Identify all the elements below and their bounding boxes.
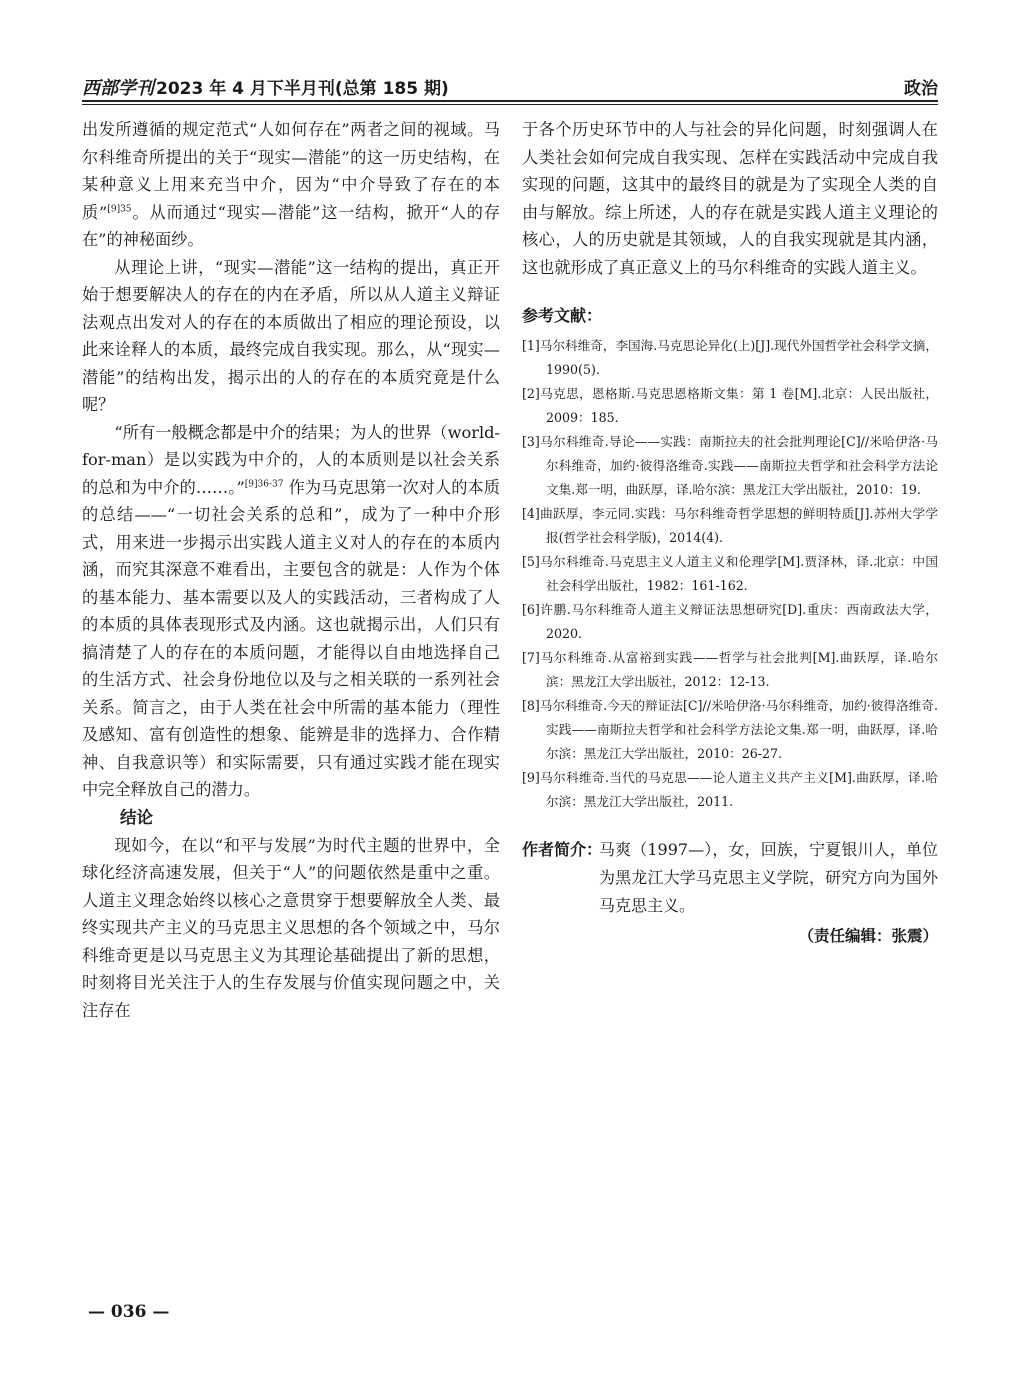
reference-item: [4]曲跃厚，李元同.实践：马尔科维奇哲学思想的鲜明特质[J].苏州大学学报(哲学社会科学版)，2014(4). [522,506,938,545]
author-label: 作者简介： [522,840,603,859]
page-number: — 036 — [88,1302,170,1322]
author-info [522,836,938,920]
reference-item: [3]马尔科维奇.导论——实践：南斯拉夫的社会批判理论[C]//米哈伊洛·马尔科维奇，加约·彼得洛维奇.实践——南斯拉夫哲学和社会科学方法论文集.郑一明，曲跃厚，译.哈尔滨：黑龙江大学出版社，2010：19. [522,434,938,497]
section-heading: 结论 [120,807,153,827]
reference-item: [6]许鹏.马尔科维奇人道主义辩证法思想研究[D].重庆：西南政法大学，2020. [522,602,938,641]
reference-item: [9]马尔科维奇.当代的马克思——论人道主义共产主义[M].曲跃厚，译.哈尔滨：黑龙江大学出版社，2011. [522,770,938,809]
author-bio: 马爽（1997—），女，回族，宁夏银川人，单位为黑龙江大学马克思主义学院，研究方向为国外马克思主义。 [599,840,938,915]
reference-list [522,334,938,814]
references-title: 参考文献： [522,306,603,325]
issue-info: 2023 年 4 月下半月刊(总第 185 期) [156,79,449,99]
reference-item: [5]马尔科维奇.马克思主义人道主义和伦理学[M].贾泽林，译.北京：中国社会科学出版社，1982：161-162. [522,554,938,593]
body-paragraph: 出发所遵循的规定范式“人如何存在”两者之间的视域。马尔科维奇所提出的关于“现实—潜能”的这一历史结构，在某种意义上用来充当中介，因为“中介导致了存在的本质”$^{[9]35}$。从而通过“现实—潜能”这一结构，掀开“人的存在”的神秘面纱。 [82,120,500,249]
header-rule-thin [82,104,938,105]
reference-item: [8]马尔科维奇.今天的辩证法[C]//米哈伊洛·马尔科维奇，加约·彼得洛维奇.实践——南斯拉夫哲学和社会科学方法论文集.郑一明，曲跃厚，译.哈尔滨：黑龙江大学出版社，2010：26-27. [522,698,938,761]
editor-credit: （责任编辑：张震） [798,927,938,945]
body-paragraph: “所有一般概念都是中介的结果；为人的世界（world-for-man）是以实践为中介的，人的本质则是以社会关系的总和为中介的……。”$^{[9]36-37}$ 作为马克思第一次对人的本质的总结——“一切社会关系的总和”，成为了一种中介形式，用来进一步揭示出实践人道主义对人的存在的本质内涵，而究其深意不难看出，主要包含的就是：人作为个体的基本能力、基本需要以及人的实践活动，三者构成了人的本质的具体表现形式及内涵。这也就揭示出，人们只有搞清楚了人的存在的本质问题，才能得以自由地选择自己的生活方式、社会身份地位以及与之相关联的一系列社会关系。简言之，由于人类在社会中所需的基本能力（理性及感知、富有创造性的想象、能辨是非的选择力、合作精神、自我意识等）和实际需要，只有通过实践才能在现实中完全释放自己的潜力。 [82,422,500,799]
section-name: 政治 [904,79,938,99]
body-paragraph: 从理论上讲，“现实—潜能”这一结构的提出，真正开始于想要解决人的存在的内在矛盾，所以从人道主义辩证法观点出发对人的存在的本质做出了相应的理论预设，以此来诠释人的本质，最终完成自我实现。那么，从“现实—潜能”的结构出发，揭示出的人的存在的本质究竟是什么呢？ [82,257,500,414]
journal-logo: 西部学刊 [82,78,154,99]
reference-item: [1]马尔科维奇，李国海.马克思论异化(上)[J].现代外国哲学社会科学文摘，1990(5). [522,338,938,377]
reference-item: [2]马克思，恩格斯.马克思恩格斯文集：第 1 卷[M].北京：人民出版社，2009：185. [522,386,938,425]
header-rule-thick [82,100,938,102]
left-column [82,116,500,1256]
running-header [82,72,938,102]
right-column [522,116,938,1256]
header-journal [82,74,449,100]
reference-item: [7]马尔科维奇.从富裕到实践——哲学与社会批判[M].曲跃厚，译.哈尔滨：黑龙江大学出版社，2012：12-13. [522,650,938,689]
body-paragraph: 于各个历史环节中的人与社会的异化问题，时刻强调人在人类社会如何完成自我实现、怎样在实践活动中完成自我实现的问题，这其中的最终目的就是为了实现全人类的自由与解放。综上所述，人的存在就是实践人道主义理论的核心，人的历史就是其领域，人的自我实现就是其内涵，这也就形成了真正意义上的马尔科维奇的实践人道主义。 [522,120,938,277]
body-paragraph: 现如今，在以“和平与发展”为时代主题的世界中，全球化经济高速发展，但关于“人”的问题依然是重中之重。人道主义理念始终以核心之意贯穿于想要解放全人类、最终实现共产主义的马克思主义思想的各个领域之中，马尔科维奇更是以马克思主义为其理论基础提出了新的思想，时刻将目光关注于人的生存发展与价值实现问题之中，关注存在 [82,835,500,1020]
